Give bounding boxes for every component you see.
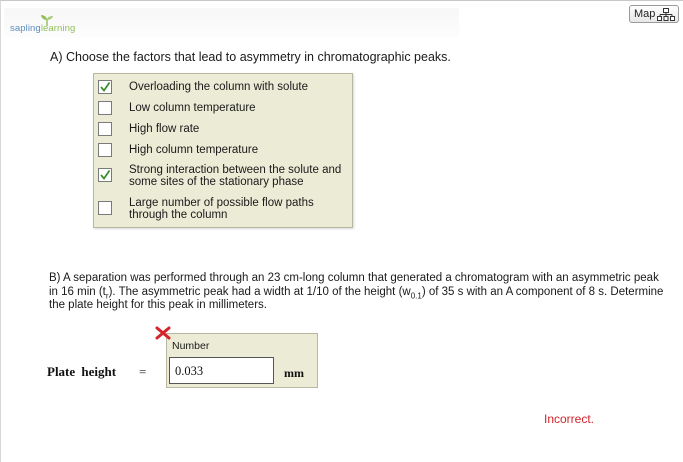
option-checkbox[interactable]: [98, 101, 112, 115]
sitemap-icon: [657, 8, 675, 21]
question-b-prompt: B) A separation was performed through an 23 cm-long column that generated a chromatogram with an asymmetric peak in 16 $\min (t_r)$. The asymmetric peak had a width at 1/10 of the height $(w_{0.1})$ of 35 s with an A component of 8 s. Determine the plate height for this peak in millimeters.: [49, 272, 664, 311]
option-label: Low column temperature: [129, 102, 256, 114]
option-label: High flow rate: [129, 123, 200, 135]
option-checkbox[interactable]: [98, 122, 112, 136]
option-label: Strong interaction between the solute and some sites of the stationary phase: [129, 164, 342, 188]
plate-height-input[interactable]: 0.033: [169, 357, 274, 384]
checkmark-icon: [99, 169, 111, 181]
map-button[interactable]: [629, 5, 679, 23]
status-message: Incorrect.: [544, 412, 595, 426]
equals-sign: =: [139, 364, 147, 379]
number-caption: Number: [172, 340, 210, 352]
incorrect-x-icon: [155, 326, 171, 340]
unit-label: mm: [284, 366, 304, 380]
option-label: Overloading the column with solute: [129, 81, 308, 93]
option-label: High column temperature: [129, 144, 259, 156]
option-checkbox[interactable]: [98, 80, 112, 94]
question-a-prompt: A) Choose the factors that lead to asymmetry in chromatographic peaks.: [50, 50, 451, 64]
option-label: Large number of possible flow paths through the column: [129, 197, 314, 221]
sapling-logo[interactable]: [10, 14, 100, 36]
option-checkbox[interactable]: [98, 168, 112, 182]
logo-text: saplinglearning: [10, 23, 76, 34]
options-panel: [93, 73, 353, 228]
plate-height-label: Plate height: [47, 364, 117, 379]
map-button-label: Map: [634, 8, 656, 20]
checkmark-icon: [99, 81, 111, 93]
option-checkbox[interactable]: [98, 143, 112, 157]
option-checkbox[interactable]: [98, 201, 112, 215]
